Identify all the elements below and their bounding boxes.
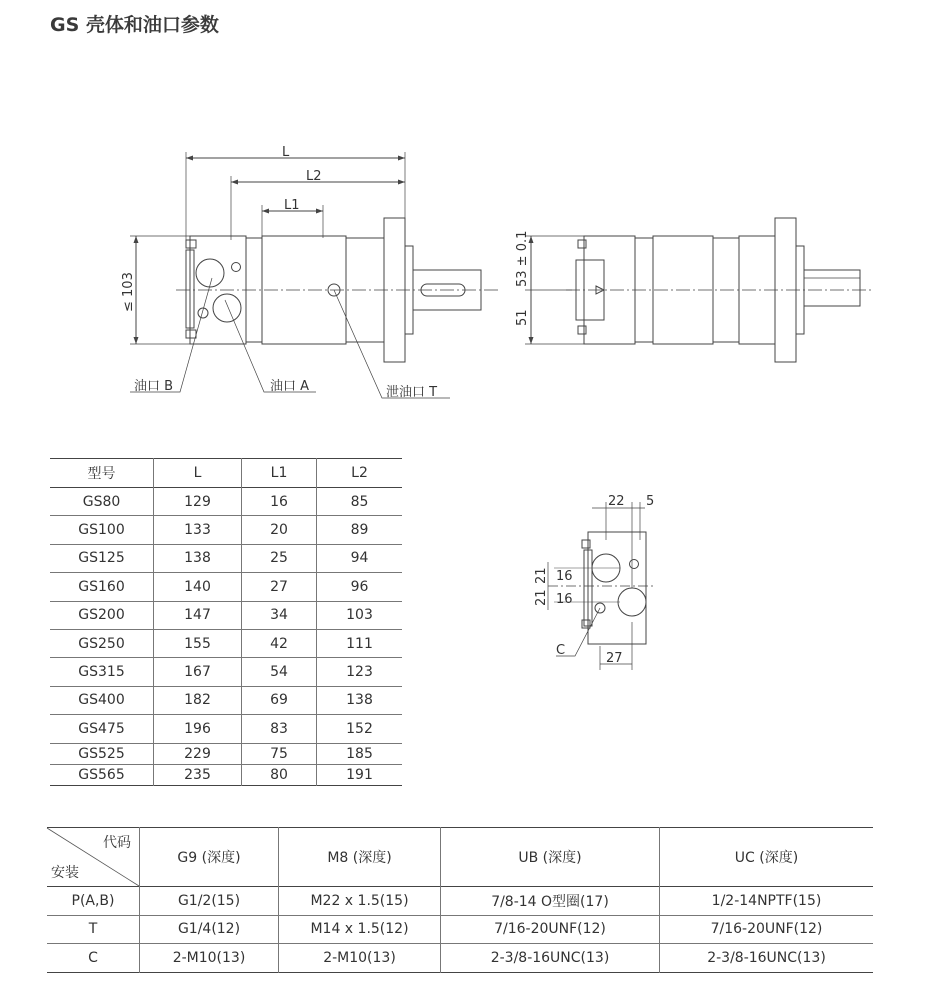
cell-g9: G1/2(15) xyxy=(140,887,279,916)
cell-g9: 2-M10(13) xyxy=(140,944,279,973)
dim-22-label: 22 xyxy=(608,494,625,509)
cell-port: C xyxy=(88,949,98,966)
cell-l2: 152 xyxy=(317,715,403,743)
cell-l1: 69 xyxy=(242,686,317,714)
cell-uc: 2-3/8-16UNC(13) xyxy=(660,944,874,973)
cell-l2: 96 xyxy=(317,573,403,601)
cell-uc: 1/2-14NPTF(15) xyxy=(660,887,874,916)
cell-ub: 7/8-14 O型圈(17) xyxy=(441,887,660,916)
cell-l1: 54 xyxy=(242,658,317,686)
header-uc: UC (深度) xyxy=(660,828,874,887)
cell-l2: 123 xyxy=(317,658,403,686)
dim-16b-label: 16 xyxy=(556,592,573,607)
cell-l1: 83 xyxy=(242,715,317,743)
header-install: 安装 xyxy=(51,865,79,881)
table-row xyxy=(50,516,402,544)
dim-21b-label: 21 xyxy=(534,589,549,606)
table-row xyxy=(50,658,402,686)
cell-l: 140 xyxy=(154,573,242,601)
cell-model: GS100 xyxy=(78,522,125,539)
table-row xyxy=(50,629,402,657)
cell-m8: M14 x 1.5(12) xyxy=(279,915,441,944)
cell-model: GS565 xyxy=(78,766,125,783)
cell-model: GS250 xyxy=(78,635,125,652)
table-header-row xyxy=(50,459,402,488)
cell-ub: 7/16-20UNF(12) xyxy=(441,915,660,944)
cell-model: GS125 xyxy=(78,550,125,567)
header-g9: G9 (深度) xyxy=(140,828,279,887)
cell-ub: 2-3/8-16UNC(13) xyxy=(441,944,660,973)
table-row xyxy=(50,488,402,516)
cell-l: 133 xyxy=(154,516,242,544)
cell-l1: 16 xyxy=(242,488,317,516)
cell-l: 196 xyxy=(154,715,242,743)
dim-21a-label: 21 xyxy=(534,567,549,584)
cell-l2: 89 xyxy=(317,516,403,544)
cell-model: GS80 xyxy=(82,493,121,510)
dim-53-label: 53 ± 0.1 xyxy=(515,230,530,287)
port-spec-table xyxy=(47,827,873,973)
cell-model: GS315 xyxy=(78,664,125,681)
header-corner xyxy=(47,828,140,887)
table-row xyxy=(50,686,402,714)
table-row xyxy=(50,544,402,572)
header-l: L xyxy=(154,459,242,488)
cell-m8: M22 x 1.5(15) xyxy=(279,887,441,916)
cell-uc: 7/16-20UNF(12) xyxy=(660,915,874,944)
cell-l1: 75 xyxy=(242,743,317,764)
dim-height-label: ≤ 103 xyxy=(121,272,136,312)
dim-5-label: 5 xyxy=(646,494,655,509)
cell-l: 155 xyxy=(154,629,242,657)
header-model: 型号 xyxy=(87,466,116,482)
cell-l: 229 xyxy=(154,743,242,764)
dim-l-label: L xyxy=(282,145,290,160)
cell-l: 235 xyxy=(154,764,242,785)
table-row xyxy=(50,601,402,629)
table-row xyxy=(50,715,402,743)
cell-l: 138 xyxy=(154,544,242,572)
header-l2: L2 xyxy=(317,459,403,488)
cell-l2: 185 xyxy=(317,743,403,764)
port-c-label: C xyxy=(556,643,566,658)
port-b-label: 油口 B xyxy=(134,379,174,394)
cell-m8: 2-M10(13) xyxy=(279,944,441,973)
table-row xyxy=(50,743,402,764)
header-l1: L1 xyxy=(242,459,317,488)
cell-l: 129 xyxy=(154,488,242,516)
cell-model: GS475 xyxy=(78,720,125,737)
cell-l1: 42 xyxy=(242,629,317,657)
cell-model: GS160 xyxy=(78,578,125,595)
cell-l1: 80 xyxy=(242,764,317,785)
cell-l2: 85 xyxy=(317,488,403,516)
cell-l: 147 xyxy=(154,601,242,629)
dim-l1-label: L1 xyxy=(284,198,300,213)
cell-l: 182 xyxy=(154,686,242,714)
table-row xyxy=(50,573,402,601)
cell-l1: 25 xyxy=(242,544,317,572)
dim-16a-label: 16 xyxy=(556,569,573,584)
table-row xyxy=(47,887,873,916)
port-a-label: 油口 A xyxy=(270,379,310,394)
cell-port: P(A,B) xyxy=(71,892,115,909)
cell-model: GS525 xyxy=(78,745,125,762)
table-row xyxy=(50,764,402,785)
dim-l2-label: L2 xyxy=(306,169,322,184)
dim-27-label: 27 xyxy=(606,651,623,666)
cell-l1: 34 xyxy=(242,601,317,629)
cell-port: T xyxy=(88,921,98,938)
drain-port-label: 泄油口 T xyxy=(386,385,438,400)
table-row xyxy=(47,944,873,973)
cell-l1: 27 xyxy=(242,573,317,601)
cell-l2: 103 xyxy=(317,601,403,629)
model-dimension-table xyxy=(50,458,402,786)
cell-l2: 138 xyxy=(317,686,403,714)
cell-model: GS200 xyxy=(78,607,125,624)
cell-model: GS400 xyxy=(78,692,125,709)
dim-51-label: 51 xyxy=(515,309,530,326)
page-title: GS 壳体和油口参数 xyxy=(50,14,219,36)
cell-l2: 111 xyxy=(317,629,403,657)
cell-l1: 20 xyxy=(242,516,317,544)
table-header-row xyxy=(47,828,873,887)
cell-g9: G1/4(12) xyxy=(140,915,279,944)
header-m8: M8 (深度) xyxy=(279,828,441,887)
cell-l2: 94 xyxy=(317,544,403,572)
cell-l2: 191 xyxy=(317,764,403,785)
header-code: 代码 xyxy=(103,835,131,851)
cell-l: 167 xyxy=(154,658,242,686)
table-row xyxy=(47,915,873,944)
header-ub: UB (深度) xyxy=(441,828,660,887)
